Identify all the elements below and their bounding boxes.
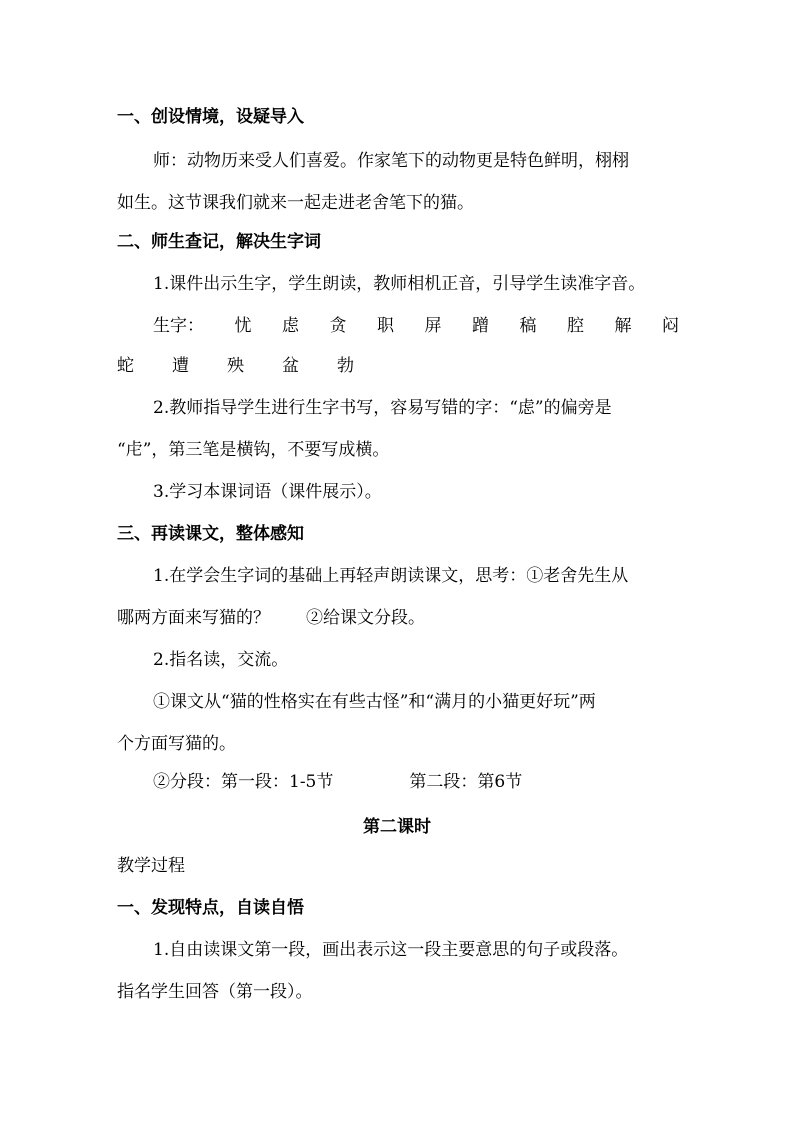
new-character: 遭 (172, 356, 189, 376)
section2-heading: 二、师生查记，解决生字词 (117, 232, 321, 252)
new-characters-label: 生字： (153, 316, 204, 336)
new-character: 职 (377, 316, 394, 336)
section3-item1-line2 (117, 607, 425, 629)
new-character: 屏 (424, 316, 442, 336)
new-character: 殃 (227, 356, 244, 376)
new-character: 虑 (282, 316, 299, 336)
new-character: 盆 (282, 356, 299, 376)
teaching-process-label: 教学过程 (117, 856, 185, 876)
section1-paragraph-line2: 如生。这节课我们就来一起走进老舍笔下的猫。 (117, 193, 474, 213)
section2-item1: 1.课件出示生字，学生朗读，教师相机正音，引导学生读准字音。 (153, 274, 646, 294)
lesson2-title: 第二课时 (363, 817, 431, 837)
new-character: 勃 (337, 356, 354, 376)
section3-answer2 (153, 771, 522, 793)
question-text: ②给课文分段。 (306, 608, 425, 628)
section1-paragraph-line1: 师：动物历来受人们喜爱。作家笔下的动物更是特色鲜明，栩栩 (153, 151, 629, 171)
question-text: 哪两方面来写猫的？ (117, 608, 270, 628)
new-character: 贪 (329, 316, 347, 336)
section1-heading: 一、创设情境，设疑导入 (117, 107, 304, 127)
new-character: 腔 (567, 316, 584, 336)
section3-answer1-line2: 个方面写猫的。 (117, 734, 236, 754)
new-character: 蹭 (472, 316, 489, 336)
new-character: 解 (614, 316, 632, 336)
new-character: 稿 (519, 316, 537, 336)
section2-item2-line1: 2.教师指导学生进行生字书写，容易写错的字：“虑”的偏旁是 (153, 398, 612, 418)
paragraph-division-part1: ②分段：第一段：1-5节 (153, 772, 334, 792)
section2-item2-line2: “虍”，第三笔是横钩，不要写成横。 (117, 440, 390, 460)
paragraph-division-part2: 第二段：第6节 (409, 772, 523, 792)
section3-item1-line1: 1.在学会生字词的基础上再轻声朗读课文，思考：①老舍先生从 (153, 566, 629, 586)
section3-heading: 三、再读课文，整体感知 (117, 524, 304, 544)
new-characters-row1 (153, 315, 679, 337)
section3-answer1-line1: ①课文从“猫的性格实在有些古怪”和“满月的小猫更好玩”两 (153, 692, 596, 712)
lesson2-item1-line2: 指名学生回答（第一段）。 (117, 982, 313, 1002)
lesson2-item1-line1: 1.自由读课文第一段，画出表示这一段主要意思的句子或段落。 (153, 940, 629, 960)
lesson2-heading1: 一、发现特点，自读自悟 (117, 898, 304, 918)
new-character: 忧 (234, 316, 252, 336)
section3-item2: 2.指名读，交流。 (153, 650, 289, 670)
new-character: 蛇 (117, 356, 134, 376)
new-characters-row2 (117, 355, 392, 377)
new-character: 闷 (662, 316, 679, 336)
section2-item3: 3.学习本课词语（课件展示）。 (153, 482, 382, 502)
